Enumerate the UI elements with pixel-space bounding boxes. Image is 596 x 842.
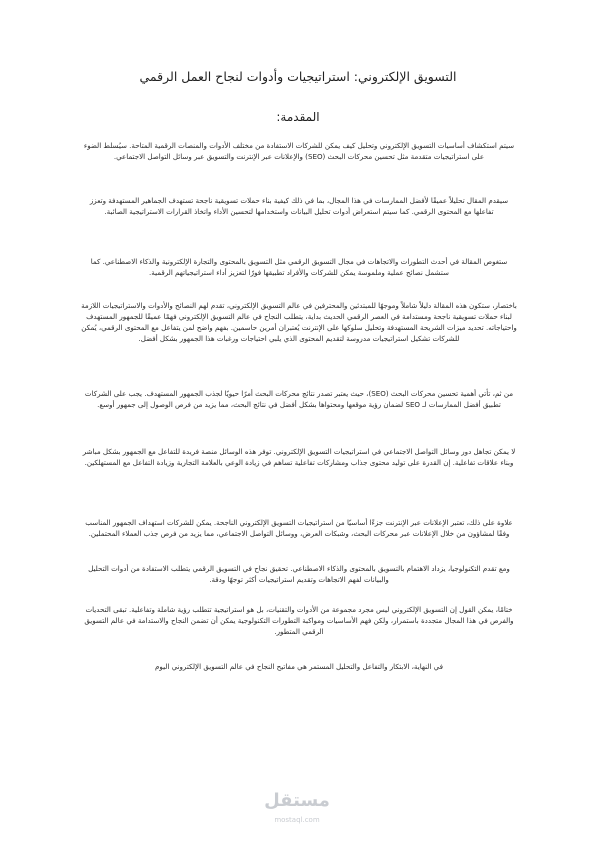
paragraph-7: علاوة على ذلك، تعتبر الإعلانات عبر الإنترنت جزءًا أساسيًا من استراتيجيات التسويق الإلكتروني الناجحة. يمكن للشركات استهداف الجمهور المناسب وفقًا لمشاؤون من خلال الإعلانات عبر محركات البحث، وشبكات العرض، ووسائل التواصل الاجتماعي، مما يزيد من فرص جذب العملاء المحتملين. bbox=[85, 518, 513, 538]
paragraph-1: سيتم استكشاف أساسيات التسويق الإلكتروني وتحليل كيف يمكن للشركات الاستفادة من مختلف الأدوات والمنصات الرقمية المتاحة. سيُسلط الضوء على استراتيجيات متقدمة مثل تحسين محركات البحث (SEO) والإعلانات عبر الإنترنت والتسويق عبر وسائل التواصل الاجتماعي. bbox=[83, 141, 515, 161]
paragraph-2: سيقدم المقال تحليلاً عميقًا لأفضل الممارسات في هذا المجال، بما في ذلك كيفية بناء حملات تسويقية ناجحة تستهدف الجماهير المستهدفة وتعزز تفاعلها مع المحتوى الرقمي. كما سيتم استعراض أدوات تحليل البيانات واستخدامها لتحسين الأداء واتخاذ القرارات الاستراتيجية الصائبة. bbox=[89, 196, 509, 216]
mostaql-watermark bbox=[262, 790, 332, 830]
paragraph-6: لا يمكن تجاهل دور وسائل التواصل الاجتماعي في استراتيجيات التسويق الإلكتروني. توفر هذه الوسائل منصة فريدة للتفاعل مع الجمهور بشكل مباشر وبناء علاقات تفاعلية. إن القدرة على توليد محتوى جذاب ومشاركات تفاعلية تساهم في زيادة الوعي بالعلامة التجارية وزيادة التفاعل مع المستهلكين. bbox=[82, 447, 516, 467]
paragraph-10: في النهاية، الابتكار والتفاعل والتحليل المستمر هي مفاتيح النجاح في عالم التسويق الإلكتروني اليوم bbox=[155, 662, 443, 671]
paragraph-4: باختصار، ستكون هذه المقالة دليلاً شاملاً وموجهًا للمبتدئين والمحترفين في عالم التسويق الإلكتروني، تقدم لهم النصائح والأدوات والاستراتيجيات اللازمة لبناء حملات تسويقية ناجحة ومستدامة في العصر الرقمي الحديث بداية، يتطلب النجاح في عالم التسويق الإلكتروني فهمًا عميقًا للجمهور المستهدف واحتياجاته. تحديد ميزات الشريحة المستهدفة وتحليل سلوكها على الإنترنت يُعتبران أمرين حاسمين. بفهم واضح لمن يتفاعل مع المحتوى الرقمي، يُمكن للشركات تشكيل استراتيجيات مدروسة لتقديم المحتوى الذي يلبي احتياجات ورغبات هذا الجمهور بشكل أفضل. bbox=[81, 301, 517, 343]
paragraph-8: ومع تقدم التكنولوجيا، يزداد الاهتمام بالتسويق بالمحتوى والذكاء الاصطناعي. تحقيق نجاح في التسويق الرقمي يتطلب الاستفادة من أدوات التحليل والبيانات لفهم الاتجاهات وتقديم استراتيجيات أكثر توجهًا ودقة. bbox=[88, 564, 510, 584]
paragraph-9: ختامًا، يمكن القول إن التسويق الإلكتروني ليس مجرد مجموعة من الأدوات والتقنيات، بل هو استراتيجية تتطلب رؤية شاملة وتفاعلية. تبقى التحديات والفرص في هذا المجال متجددة باستمرار، ولكن فهم الأساسيات ومواكبة التطورات التكنولوجية يمكن أن تضمن النجاح والاستدامة في عالم التسويق الرقمي المتطور. bbox=[84, 605, 514, 636]
paragraph-5: من ثم، تأتي أهمية تحسين محركات البحث (SEO)، حيث يعتبر تصدر نتائج محركات البحث أمرًا حيويًا لجذب الجمهور المستهدف. يجب على الشركات تطبيق أفضل الممارسات لـ SEO لضمان رؤية موقعها ومحتواها بشكل أفضل في نتائج البحث، مما يزيد من فرص الوصول إلى جمهور أوسع. bbox=[84, 389, 514, 409]
watermark-latin-text: mostaql.com bbox=[274, 816, 320, 824]
paragraph-3: ستغوص المقالة في أحدث التطورات والاتجاهات في مجال التسويق الرقمي مثل التسويق بالمحتوى والتجارة الإلكترونية والذكاء الاصطناعي. كما ستشمل نصائح عملية وملموسة يمكن للشركات والأفراد تطبيقها فورًا لتعزيز أداء استراتيجياتهم الرقمية. bbox=[90, 257, 508, 277]
watermark-arabic-text: مستقل bbox=[264, 790, 330, 811]
intro-heading: المقدمة: bbox=[276, 110, 320, 124]
document-title: التسويق الإلكتروني: استراتيجيات وأدوات لنجاح العمل الرقمي bbox=[139, 69, 457, 84]
